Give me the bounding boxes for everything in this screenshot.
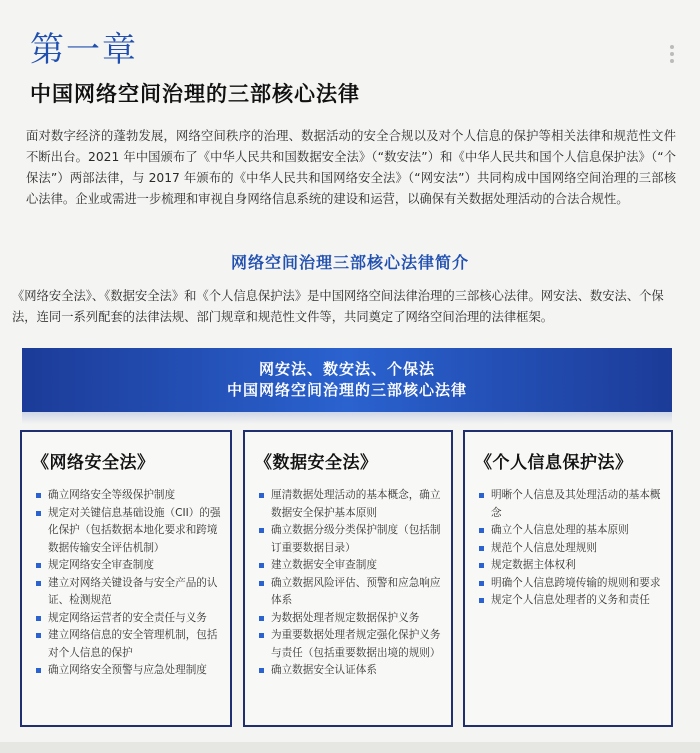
- chapter-title: 中国网络空间治理的三部核心法律: [30, 82, 360, 106]
- chapter-label: 第一章: [30, 30, 138, 70]
- list-item: 确立网络安全等级保护制度: [36, 487, 222, 505]
- list-item: 确立数据安全认证体系: [259, 662, 443, 680]
- laws-banner: [22, 348, 672, 412]
- law-list: [245, 487, 451, 680]
- law-box-cybersecurity: [20, 430, 232, 727]
- summary-paragraph: 《网络安全法》、《数据安全法》和《个人信息保护法》是中国网络空间法律治理的三部核心法律。网安法、数安法、个保法，连同一系列配套的法律法规、部门规章和规范性文件等，共同奠定了网络空间治理的法律框架。: [12, 289, 664, 324]
- law-box-data-security: [243, 430, 453, 727]
- list-item: 为数据处理者规定数据保护义务: [259, 610, 443, 628]
- section-title: 网络空间治理三部核心法律简介: [230, 253, 469, 272]
- law-list: [465, 487, 671, 610]
- list-item: 规范个人信息处理规则: [479, 540, 663, 558]
- list-item: 规定网络安全审查制度: [36, 557, 222, 575]
- list-item: 建立数据安全审查制度: [259, 557, 443, 575]
- list-item: 建立对网络关键设备与安全产品的认证、检测规范: [36, 575, 222, 610]
- list-item: 确立个人信息处理的基本原则: [479, 522, 663, 540]
- list-item: 厘清数据处理活动的基本概念，确立数据安全保护基本原则: [259, 487, 443, 522]
- list-item: 为重要数据处理者规定强化保护义务与责任（包括重要数据出境的规则）: [259, 627, 443, 662]
- intro-paragraph: 面对数字经济的蓬勃发展，网络空间秩序的治理、数据活动的安全合规以及对个人信息的保护等相关法律和规范性文件不断出台。2021 年中国颁布了《中华人民共和国数据安全法》（“数安法”）和《中华人民共和国个人信息保护法》（“个保法”）两部法律，与 2017 年颁布的《中华人民共和国网络安全法》（“网安法”）共同构成中国网络空间治理的三部核心法律。企业或需进一步梳理和审视自身网络信息系统的建设和运营，以确保有关数据处理活动的合法合规性。: [26, 129, 676, 206]
- list-item: 明确个人信息跨境传输的规则和要求: [479, 575, 663, 593]
- decorative-dots: [670, 42, 678, 66]
- list-item: 确立数据分级分类保护制度（包括制订重要数据目录）: [259, 522, 443, 557]
- list-item: 明晰个人信息及其处理活动的基本概念: [479, 487, 663, 522]
- list-item: 规定数据主体权利: [479, 557, 663, 575]
- list-item: 确立网络安全预警与应急处理制度: [36, 662, 222, 680]
- page-bottom-edge: [0, 742, 700, 753]
- list-item: 确立数据风险评估、预警和应急响应体系: [259, 575, 443, 610]
- list-item: 规定网络运营者的安全责任与义务: [36, 610, 222, 628]
- list-item: 建立网络信息的安全管理机制，包括对个人信息的保护: [36, 627, 222, 662]
- law-list: [22, 487, 230, 680]
- law-box-personal-information: [463, 430, 673, 727]
- banner-line-2: 中国网络空间治理的三部核心法律: [226, 381, 467, 399]
- banner-line-1: 网安法、数安法、个保法: [258, 360, 435, 378]
- law-title: 《数据安全法》: [255, 453, 378, 473]
- law-title: 《网络安全法》: [32, 453, 155, 473]
- law-title: 《个人信息保护法》: [475, 453, 633, 473]
- banner-shadow: [22, 412, 672, 424]
- list-item: 规定个人信息处理者的义务和责任: [479, 592, 663, 610]
- list-item: 规定对关键信息基础设施（CII）的强化保护（包括数据本地化要求和跨境数据传输安全评估机制）: [36, 505, 222, 558]
